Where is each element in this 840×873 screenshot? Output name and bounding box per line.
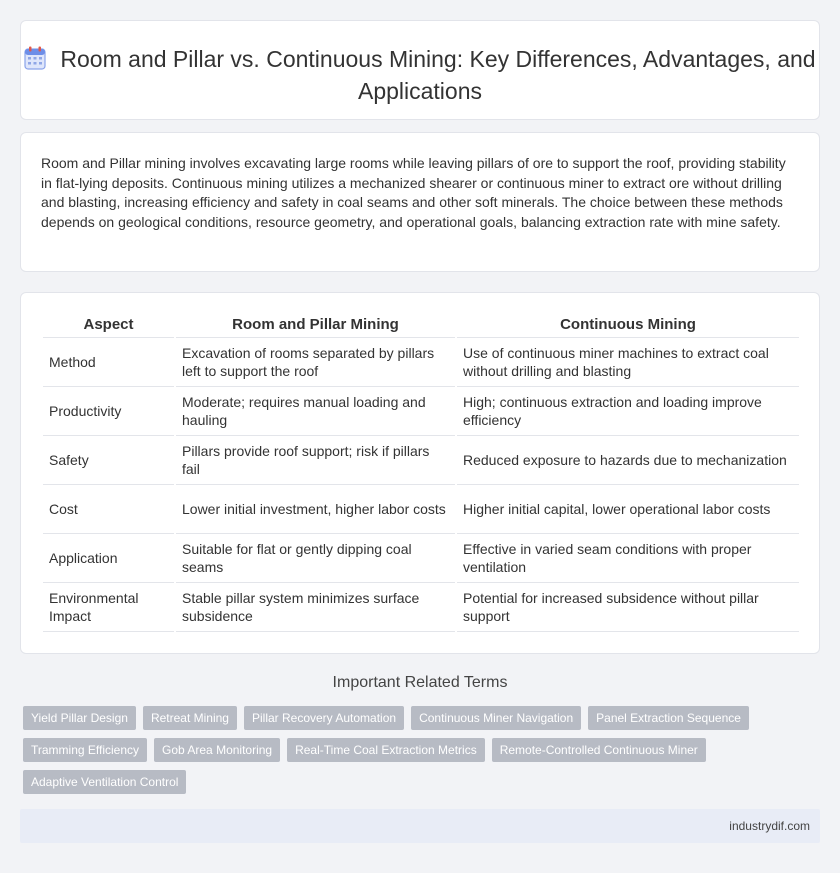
aspect-cell: Safety	[43, 435, 175, 484]
aspect-cell: Method	[43, 337, 175, 386]
table-row	[43, 484, 799, 533]
page-title-line: Room and Pillar vs. Continuous Mining: Key Differences, Advantages, and Applications	[60, 46, 816, 104]
aspect-cell: Cost	[43, 484, 175, 533]
room-and-pillar-cell: Lower initial investment, higher labor costs	[175, 484, 456, 533]
room-and-pillar-cell: Stable pillar system minimizes surface subsidence	[175, 582, 456, 631]
comparison-table	[43, 315, 799, 632]
continuous-cell: Reduced exposure to hazards due to mechanization	[456, 435, 799, 484]
intro-text: Room and Pillar mining involves excavating large rooms while leaving pillars of ore to support the roof, providing stability in flat-lying deposits. Continuous mining utilizes a mechanized shearer or continuous miner to extract ore without drilling and blasting, increasing efficiency and safety in coal seams and other soft minerals. The choice between these methods depends on geological conditions, resource geometry, and operational goals, balancing extraction rate with mine safety.	[41, 155, 786, 230]
room-and-pillar-cell: Moderate; requires manual loading and hauling	[175, 386, 456, 435]
continuous-cell: Effective in varied seam conditions with proper ventilation	[456, 533, 799, 582]
room-and-pillar-cell: Pillars provide roof support; risk if pillars fail	[175, 435, 456, 484]
related-term-tag[interactable]: Adaptive Ventilation Control	[23, 770, 186, 794]
aspect-cell: Environmental Impact	[43, 582, 175, 631]
header-card	[20, 20, 820, 120]
related-terms-tags	[23, 706, 813, 802]
table-row	[43, 337, 799, 386]
room-and-pillar-cell: Excavation of rooms separated by pillars left to support the roof	[175, 337, 456, 386]
continuous-cell: Higher initial capital, lower operational labor costs	[456, 484, 799, 533]
continuous-cell: High; continuous extraction and loading improve efficiency	[456, 386, 799, 435]
related-term-tag[interactable]: Continuous Miner Navigation	[411, 706, 581, 730]
header-room-and-pillar: Room and Pillar Mining	[175, 315, 456, 337]
table-row	[43, 386, 799, 435]
footer-site-link[interactable]: industrydif.com	[729, 819, 810, 833]
table-header-row	[43, 315, 799, 337]
room-and-pillar-cell: Suitable for flat or gently dipping coal seams	[175, 533, 456, 582]
related-term-tag[interactable]: Retreat Mining	[143, 706, 237, 730]
continuous-cell: Potential for increased subsidence without pillar support	[456, 582, 799, 631]
intro-card	[20, 132, 820, 272]
footer	[20, 809, 820, 843]
related-term-tag[interactable]: Yield Pillar Design	[23, 706, 136, 730]
aspect-cell: Application	[43, 533, 175, 582]
related-terms-title: Important Related Terms	[332, 674, 508, 691]
table-row	[43, 533, 799, 582]
calendar-icon	[24, 46, 46, 77]
continuous-cell: Use of continuous miner machines to extract coal without drilling and blasting	[456, 337, 799, 386]
related-term-tag[interactable]: Tramming Efficiency	[23, 738, 147, 762]
related-term-tag[interactable]: Gob Area Monitoring	[154, 738, 280, 762]
related-term-tag[interactable]: Panel Extraction Sequence	[588, 706, 749, 730]
page-title-wrap	[21, 45, 819, 106]
header-continuous: Continuous Mining	[456, 315, 799, 337]
related-term-tag[interactable]: Pillar Recovery Automation	[244, 706, 404, 730]
comparison-table-card	[20, 292, 820, 654]
table-row	[43, 435, 799, 484]
related-term-tag[interactable]: Real-Time Coal Extraction Metrics	[287, 738, 485, 762]
table-row	[43, 582, 799, 631]
aspect-cell: Productivity	[43, 386, 175, 435]
related-term-tag[interactable]: Remote-Controlled Continuous Miner	[492, 738, 706, 762]
header-aspect: Aspect	[43, 315, 175, 337]
